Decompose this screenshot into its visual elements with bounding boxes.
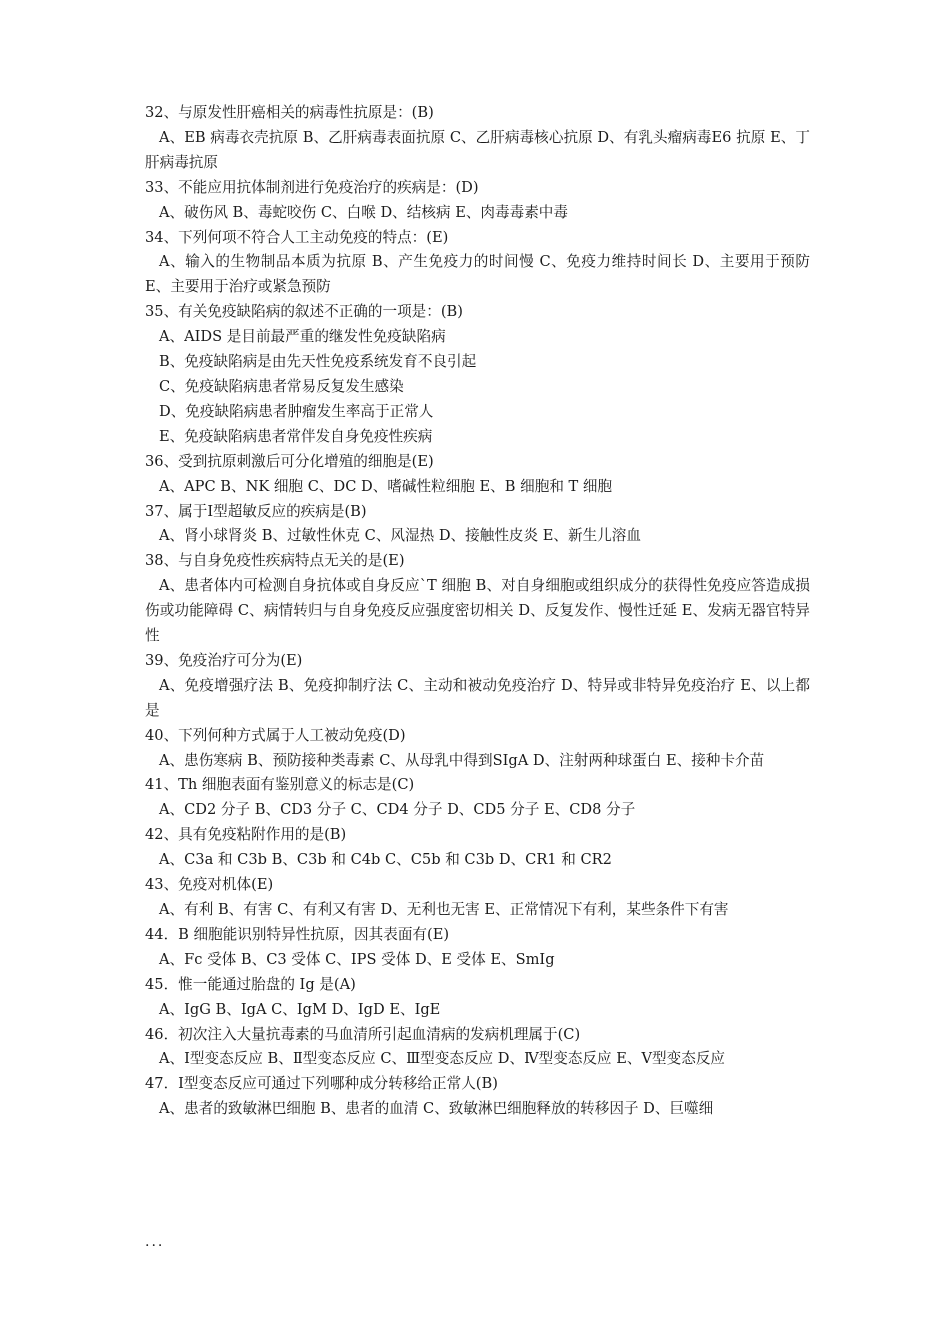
question-options: B、免疫缺陷病是由先天性免疫系统发育不良引起 (159, 353, 477, 371)
question-options: A、IgG B、IgA C、IgM D、IgD E、IgE (159, 1000, 441, 1018)
question-stem: 32、与原发性肝癌相关的病毒性抗原是：(B) (145, 104, 434, 121)
question-options: A、CD2 分子 B、CD3 分子 C、CD4 分子 D、CD5 分子 E、CD8 分子 (159, 801, 636, 819)
question-stem: 38、与自身免疫性疾病特点无关的是(E) (145, 552, 405, 570)
question-stem: 47．Ⅰ型变态反应可通过下列哪种成分转移给正常人(B) (145, 1075, 498, 1093)
question-options: D、免疫缺陷病患者肿瘤发生率高于正常人 (159, 402, 434, 420)
question-stem: 41、Th 细胞表面有鉴别意义的标志是(C) (145, 776, 415, 794)
question-options: A、患伤寒病 B、预防接种类毒素 C、从母乳中得到SIgA D、注射两种球蛋白 E、接种卡介苗 (159, 751, 765, 769)
question-options: A、C3a 和 C3b B、C3b 和 C4b C、C5b 和 C3b D、CR1 和 CR2 (159, 851, 612, 869)
question-options: A、EB 病毒衣壳抗原 B、乙肝病毒表面抗原 C、乙肝病毒核心抗原 D、有乳头瘤病毒E6 抗原 E、丁肝病毒抗原 (145, 128, 810, 171)
question-options: A、输入的生物制品本质为抗原 B、产生免疫力的时间慢 C、免疫力维持时间长 D、主要用于预防 E、主要用于治疗或紧急预防 (145, 253, 810, 296)
question-options: A、AIDS 是目前最严重的继发性免疫缺陷病 (159, 328, 446, 346)
question-stem: 36、受到抗原刺激后可分化增殖的细胞是(E) (145, 452, 434, 470)
question-options: A、Ⅰ型变态反应 B、Ⅱ型变态反应 C、Ⅲ型变态反应 D、Ⅳ型变态反应 E、Ⅴ型变态反应 (159, 1050, 726, 1068)
question-options: A、有利 B、有害 C、有利又有害 D、无利也无害 E、正常情况下有利，某些条件下有害 (159, 901, 729, 918)
question-options: C、免疫缺陷病患者常易反复发生感染 (159, 377, 404, 395)
question-stem: 33、不能应用抗体制剂进行免疫治疗的疾病是：(D) (145, 178, 479, 196)
question-stem: 44．B 细胞能识别特异性抗原，因其表面有(E) (145, 925, 450, 943)
question-stem: 37、属于Ⅰ型超敏反应的疾病是(B) (145, 502, 367, 520)
question-stem: 40、下列何种方式属于人工被动免疫(D) (145, 726, 406, 744)
question-options: A、肾小球肾炎 B、过敏性休克 C、风湿热 D、接触性皮炎 E、新生儿溶血 (159, 527, 641, 545)
question-options: A、Fc 受体 B、C3 受体 C、IPS 受体 D、E 受体 E、SmIg (159, 950, 555, 968)
document-body (145, 101, 810, 1122)
question-options: A、患者体内可检测自身抗体或自身反应`T 细胞 B、对自身细胞或组织成分的获得性免疫应答造成损伤或功能障碍 C、病情转归与自身免疫反应强度密切相关 D、反复发作、慢性迁延 E、发病无器官特异性 (145, 577, 810, 645)
question-stem: 45．惟一能通过胎盘的 Ig 是(A) (145, 975, 356, 993)
question-stem: 43、免疫对机体(E) (145, 876, 274, 894)
question-stem: 39、免疫治疗可分为(E) (145, 651, 303, 669)
question-stem: 34、下列何项不符合人工主动免疫的特点：(E) (145, 228, 449, 246)
page-footer-ellipsis: ... (145, 1234, 165, 1250)
question-options: A、免疫增强疗法 B、免疫抑制疗法 C、主动和被动免疫治疗 D、特异或非特异免疫治疗 E、以上都是 (145, 676, 810, 719)
question-stem: 42、具有免疫粘附作用的是(B) (145, 826, 347, 844)
question-options: A、患者的致敏淋巴细胞 B、患者的血清 C、致敏淋巴细胞释放的转移因子 D、巨噬细 (159, 1100, 714, 1118)
question-stem: 46．初次注入大量抗毒素的马血清所引起血清病的发病机理属于(C) (145, 1025, 581, 1043)
question-stem: 35、有关免疫缺陷病的叙述不正确的一项是：(B) (145, 303, 463, 321)
question-options: A、破伤风 B、毒蛇咬伤 C、白喉 D、结核病 E、肉毒毒素中毒 (159, 203, 568, 221)
question-options: A、APC B、NK 细胞 C、DC D、嗜碱性粒细胞 E、B 细胞和 T 细胞 (159, 477, 613, 495)
question-options: E、免疫缺陷病患者常伴发自身免疫性疾病 (159, 427, 433, 445)
